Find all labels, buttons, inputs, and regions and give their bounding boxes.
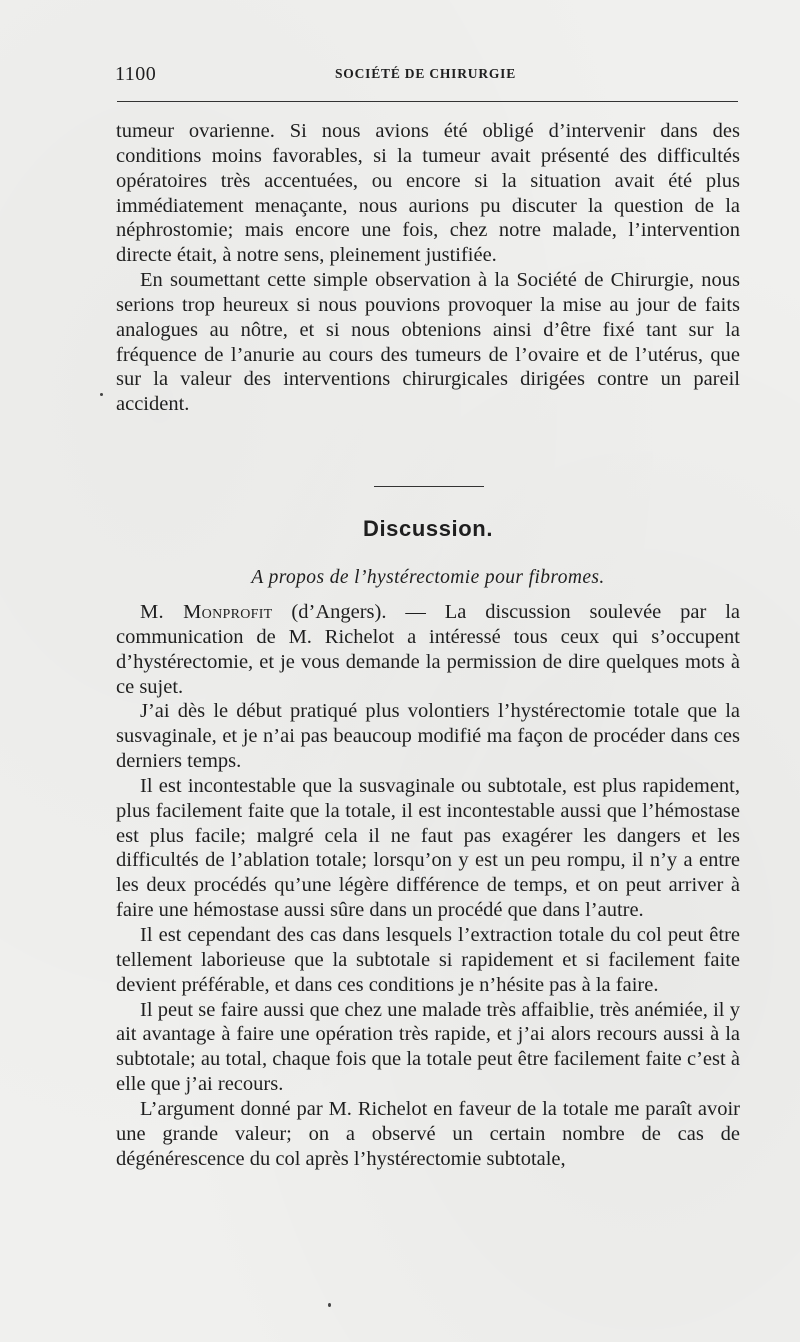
section-subheading: A propos de l’hystérectomie pour fibromes. [251,567,605,588]
section-heading: Discussion. [362,516,494,541]
paper-speck [100,393,103,396]
paper-speck [328,1303,331,1307]
header-rule [117,101,738,102]
paragraph: Il peut se faire aussi que chez une malade très affaiblie, très anémiée, il y ait avantage à faire une opération très rapide, et j’ai alors recours aussi à la subtotale; au total, chaque fois que la totale peut être facilement faite c’est à elle que j’ai recours. [116,998,740,1096]
paragraph: Il est cependant des cas dans lesquels l’extraction totale du col peut être tellement laborieuse que la subtotale si rapidement et si facilement faite devient préférable, et dans ces conditions je n’hésite pas à la faire. [116,923,740,996]
paragraph [116,600,740,699]
discussion-text [116,600,740,1171]
page-header [115,63,740,87]
paragraph: Il est incontestable que la susvaginale ou subtotale, est plus rapidement, plus facilement faite que la totale, il est incontestable aussi que l’hémostase est plus facile; malgré cela il ne faut pas exagérer les dangers et les difficultés de l’ablation totale; lorsqu’on y est un peu rompu, il n’y a entre les deux procédés qu’une légère différence de temps, et on peut arriver à faire une hémostase aussi sûre dans un procédé que dans l’autre. [116,774,740,922]
running-title: SOCIÉTÉ DE CHIRURGIE [335,66,517,81]
paragraph: J’ai dès le début pratiqué plus volontiers l’hystérectomie totale que la susvaginale, et je n’ai pas beaucoup modifié ma façon de procéder dans ces derniers temps. [116,700,740,773]
section-separator [374,486,484,487]
paragraph: tumeur ovarienne. Si nous avions été obligé d’intervenir dans des conditions moins favorables, si la tumeur avait présenté des difficultés opératoires très accentuées, ou encore si la situation avait été plus immédiatement menaçante, nous aurions pu discuter la question de la néphrostomie; mais encore une fois, chez notre malade, l’intervention directe était, à notre sens, pleinement justifiée. [116,120,740,267]
continuation-text [116,119,740,417]
paragraph: En soumettant cette simple observation à la Société de Chirurgie, nous serions trop heureux si nous pouvions provoquer la mise au jour de faits analogues au nôtre, et si nous obtenions ainsi d’être fixé tant sur la fréquence de l’anurie au cours des tumeurs de l’ovaire et de l’utérus, que sur la valeur des interventions chirurgicales dirigées contre un pareil accident. [116,269,740,416]
speaker-name: M. Monprofit [140,601,273,623]
paragraph-text: (d’Angers). — La discussion soulevée par la communication de M. Richelot a intéressé tous ceux qui s’occupent d’hystérectomie, et je vous demande la permission de dire quelques mots à ce sujet. [116,601,740,698]
page-number: 1100 [115,63,157,85]
paragraph: L’argument donné par M. Richelot en faveur de la totale me paraît avoir une grande valeur; on a observé un certain nombre de cas de dégénérescence du col après l’hystérectomie subtotale, [116,1097,740,1170]
